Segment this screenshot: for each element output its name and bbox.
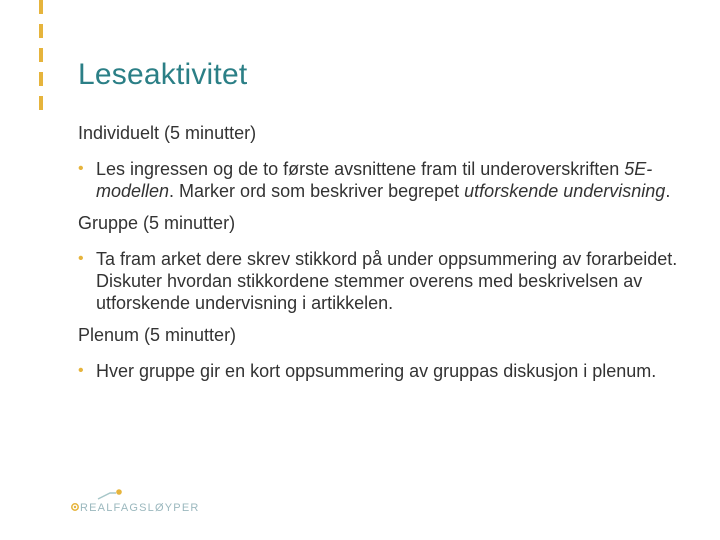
- bullet-text: Ta fram arket dere skrev stikkord på under oppsummering av forarbeidet. Diskuter hvordan stikkordene stemmer overens med beskrivelsen av utforskende undervisning i artikkelen.: [96, 249, 678, 313]
- bullet-text-part: . Marker ord som beskriver begrepet: [169, 181, 465, 201]
- bullet-text: Hver gruppe gir en kort oppsummering av gruppas diskusjon i plenum.: [96, 361, 657, 381]
- bullet-group: [78, 248, 678, 314]
- section-label-individual: Individuelt (5 minutter): [78, 123, 257, 143]
- bullet-individual: [78, 158, 678, 202]
- bullet-italic-term: 5E-modellen: [96, 159, 653, 201]
- accent-bar: [39, 0, 43, 116]
- bullet-dot-icon: •: [78, 160, 84, 177]
- bullet-dot-icon: •: [78, 362, 84, 379]
- realfagsloyper-logo: [70, 485, 200, 525]
- bullet-text-part: .: [665, 181, 671, 201]
- logo-text: REALFAGSLØYPER: [80, 502, 200, 514]
- bullet-italic-term: utforskende undervisning: [464, 181, 666, 201]
- section-label-plenum: Plenum (5 minutter): [78, 325, 237, 345]
- bullet-dot-icon: •: [78, 250, 84, 267]
- bullet-plenum: [78, 360, 678, 382]
- bullet-text-part: Les ingressen og de to første avsnittene fram til underoverskriften: [96, 159, 625, 179]
- slide-title: Leseaktivitet: [78, 58, 248, 91]
- section-label-group: Gruppe (5 minutter): [78, 213, 236, 233]
- slide-body: [78, 122, 678, 382]
